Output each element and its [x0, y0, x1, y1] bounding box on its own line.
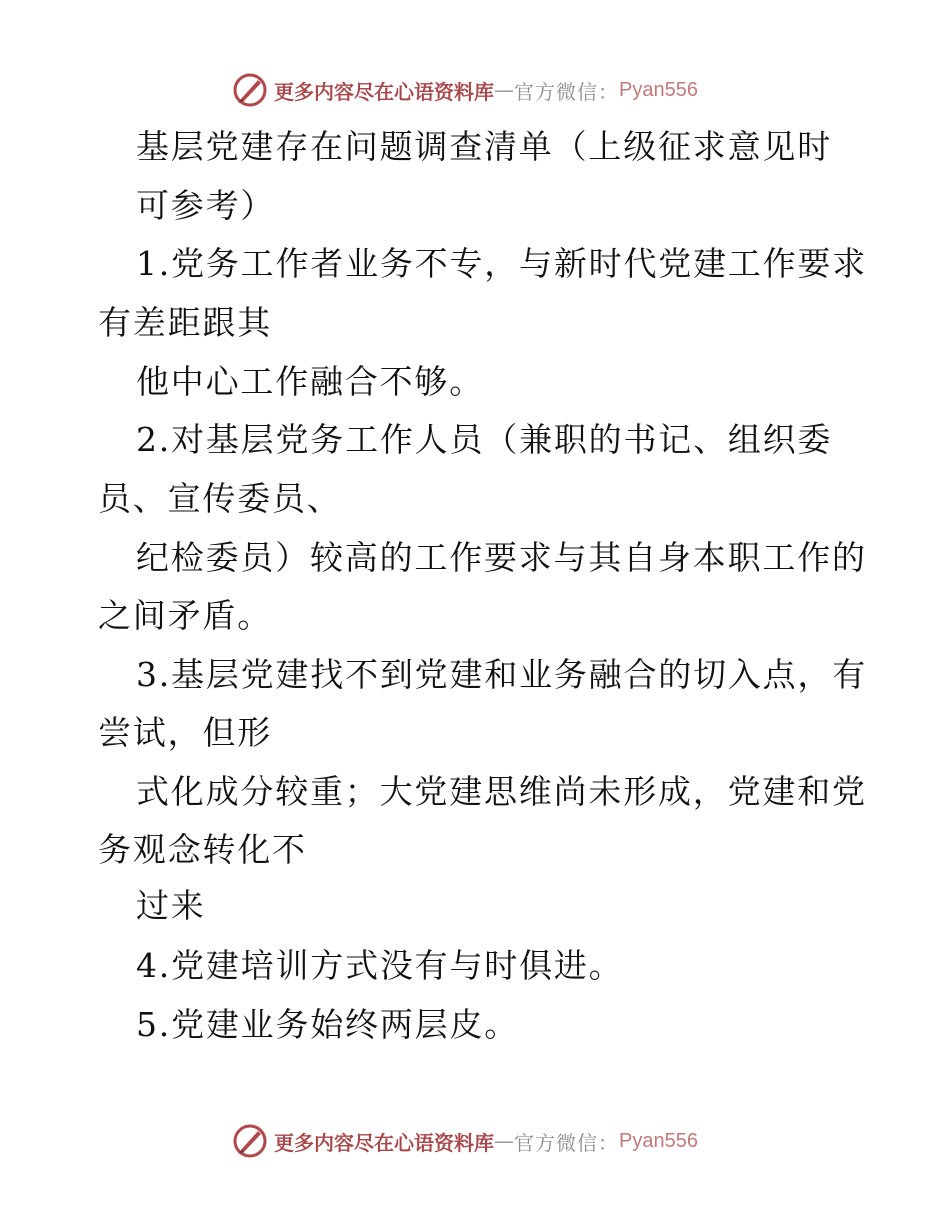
- item-1-line-3: 他中心工作融合不够。: [136, 362, 484, 401]
- quill-pen-logo-icon: [232, 72, 268, 108]
- watermark-wechat-id: Pyan556: [619, 78, 698, 101]
- item-1-line-2: 有差距跟其: [98, 303, 272, 342]
- watermark-brand-text: 更多内容尽在心语资料库: [274, 79, 494, 104]
- document-title-line-2: 可参考）: [136, 186, 276, 225]
- watermark-wechat-label: 官方微信：: [514, 79, 619, 104]
- document-title-line-1: 基层党建存在问题调查清单（上级征求意见时: [136, 127, 832, 166]
- item-3-line-2: 尝试，但形: [98, 713, 272, 752]
- item-3-line-4: 务观念转化不: [98, 830, 307, 869]
- watermark-brand-text: 更多内容尽在心语资料库: [274, 1130, 494, 1155]
- item-3-line-5: 过来: [136, 886, 206, 925]
- watermark-separator: —: [494, 1129, 514, 1153]
- item-1-line-1: 1.党务工作者业务不专，与新时代党建工作要求: [136, 244, 868, 283]
- watermark-wechat-id: Pyan556: [619, 1129, 698, 1152]
- item-3-line-3: 式化成分较重；大党建思维尚未形成，党建和党: [136, 772, 867, 811]
- item-4-line: 4.党建培训方式没有与时俱进。: [136, 946, 624, 985]
- footer-watermark: [232, 1121, 698, 1161]
- item-2-line-4: 之间矛盾。: [98, 596, 272, 635]
- item-5-line: 5.党建业务始终两层皮。: [136, 1005, 520, 1044]
- header-watermark: [232, 70, 698, 110]
- watermark-separator: —: [494, 78, 514, 102]
- item-2-line-2: 员、宣传委员、: [98, 479, 342, 518]
- item-2-line-1: 2.对基层党务工作人员（兼职的书记、组织委: [136, 420, 833, 459]
- quill-pen-logo-icon: [232, 1123, 268, 1159]
- item-3-line-1: 3.基层党建找不到党建和业务融合的切入点，有: [136, 655, 868, 694]
- item-2-line-3: 纪检委员）较高的工作要求与其自身本职工作的: [136, 538, 867, 577]
- watermark-wechat-label: 官方微信：: [514, 1130, 619, 1155]
